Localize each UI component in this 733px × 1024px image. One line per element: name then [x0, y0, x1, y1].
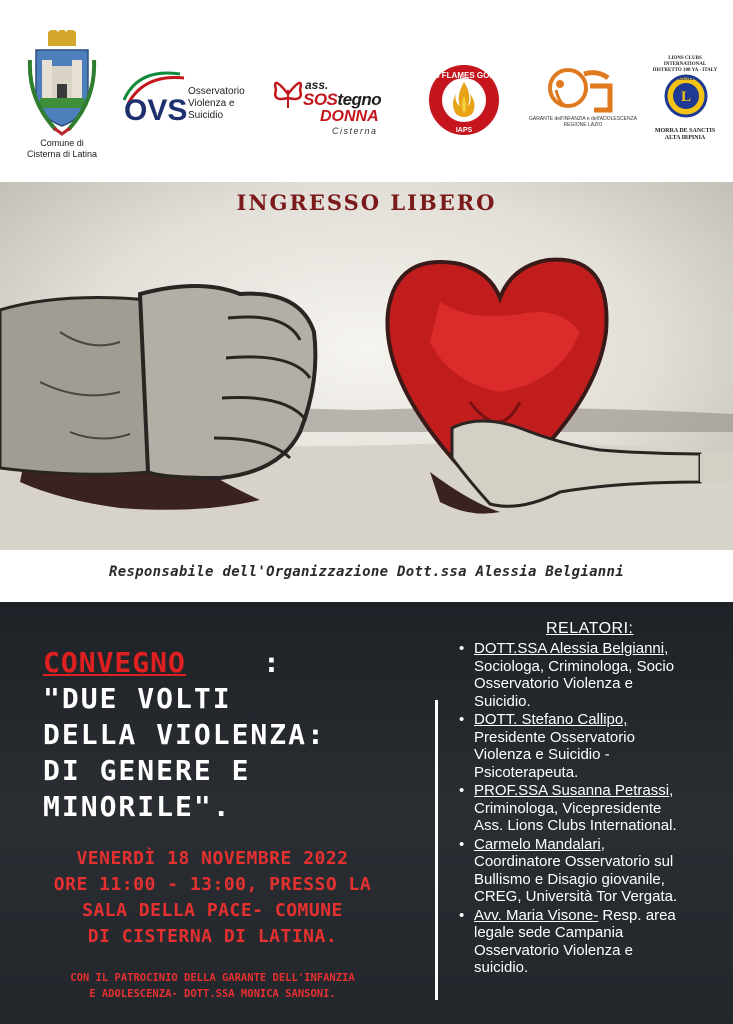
event-panel: [0, 602, 733, 1024]
speaker-desc-line: Psicoterapeuta.: [474, 763, 579, 781]
speaker-item: [456, 782, 731, 835]
svg-text:GS FLAMES GOLD: GS FLAMES GOLD: [428, 71, 500, 80]
speaker-item: [456, 836, 731, 906]
event-label: CONVEGNO: [43, 646, 186, 679]
speaker-name: Carmelo Mandalari: [474, 835, 601, 853]
svg-text:IAPS: IAPS: [455, 127, 473, 134]
lions-header: LIONS CLUBS INTERNATIONAL DISTRETTO 108 YA - ITALY: [652, 56, 718, 73]
speakers-heading: RELATORI:: [546, 620, 634, 637]
bullet-icon: •: [459, 782, 465, 799]
speaker-name: PROF.SSA Susanna Petrassi: [474, 782, 670, 799]
speaker-name-suffix: ,: [600, 835, 605, 853]
event-date-line-3: SALA DELLA PACE- COMUNE: [82, 900, 343, 921]
event-title-line-2: DELLA VIOLENZA:: [43, 718, 326, 751]
bullet-icon: •: [459, 640, 465, 657]
patronage-line-2: E ADOLESCENZA- DOTT.SSA MONICA SANSONI.: [89, 988, 336, 1000]
speaker-name: Avv. Maria Visone-: [474, 906, 599, 924]
speaker-name: DOTT. Stefano Callipo,: [474, 711, 628, 728]
svg-text:OVS: OVS: [124, 94, 188, 124]
sostegno-place: Cisterna: [332, 126, 378, 136]
butterfly-icon: [270, 72, 306, 114]
event-label-colon: :: [263, 646, 280, 679]
speaker-name-suffix: Resp. area: [598, 906, 676, 924]
speaker-desc-line: CREG, Università Tor Vergata.: [474, 888, 678, 905]
ovs-logo: [118, 62, 190, 124]
event-date-line-2: ORE 11:00 - 13:00, PRESSO LA: [53, 874, 372, 895]
speakers-list: [456, 640, 731, 978]
speaker-item: [456, 907, 731, 977]
speaker-desc-line: suicidio.: [474, 959, 529, 976]
comune-name: Comune di Cisterna di Latina: [26, 138, 98, 159]
event-date-line-4: DI CISTERNA DI LATINA.: [87, 926, 338, 947]
patronage-line-1: CON IL PATROCINIO DELLA GARANTE DELL'INFANZIA: [70, 972, 355, 984]
flames-gold-logo: [426, 62, 502, 138]
speaker-desc-line: Suicidio.: [474, 692, 531, 710]
hero-headline: INGRESSO LIBERO: [236, 190, 497, 215]
bullet-icon: •: [459, 906, 465, 924]
svg-text:L: L: [680, 89, 692, 105]
event-title-line-3: DI GENERE E: [43, 754, 251, 787]
svg-text:LIONS: LIONS: [678, 76, 694, 82]
event-date-line-1: VENERDÌ 18 NOVEMBRE 2022: [76, 848, 349, 869]
comune-crest-logo: [26, 30, 98, 138]
speaker-desc-line: Osservatorio Violenza e: [474, 941, 633, 959]
vertical-divider: [435, 700, 438, 1000]
bullet-icon: •: [459, 711, 465, 728]
organizer-banner: [0, 550, 733, 602]
event-title-line-1: "DUE VOLTI: [43, 682, 232, 715]
speaker-desc-line: Bullismo e Disagio giovanile,: [474, 870, 665, 888]
speaker-desc-line: legale sede Campania: [474, 924, 624, 941]
speaker-name-suffix: ,: [669, 782, 674, 799]
bullet-icon: •: [459, 835, 465, 853]
speaker-desc-line: Violenza e Suicidio -: [474, 746, 610, 763]
speaker-desc-line: Presidente Osservatorio: [474, 728, 635, 746]
speaker-desc-line: Ass. Lions Clubs International.: [474, 817, 677, 834]
fist-icon: [0, 286, 315, 478]
speaker-name: DOTT.SSA Alessia Belgianni,: [474, 640, 669, 657]
speaker-item: [456, 640, 731, 710]
speaker-desc-line: Criminologa, Vicepresidente: [474, 799, 662, 817]
hero-illustration: [0, 182, 733, 550]
speaker-desc-line: Sociologa, Criminologa, Socio: [474, 657, 675, 675]
event-title-line-4: MINORILE".: [43, 790, 232, 823]
sostegno-ass: ass.: [305, 78, 329, 92]
lions-club-name: MORRA DE SANCTIS ALTA IRPINIA: [654, 128, 716, 141]
organizer-text: Responsabile dell'Organizzazione Dott.ssa Alessia Belgianni: [109, 564, 624, 580]
fist-and-heart-illustration: [0, 182, 733, 550]
ovs-label: Osservatorio Violenza e Suicidio: [188, 86, 245, 121]
speaker-desc-line: Coordinatore Osservatorio sul: [474, 853, 674, 870]
garante-logo: [538, 66, 630, 116]
speaker-item: [456, 711, 731, 781]
sostegno-name: SOStegno: [303, 90, 382, 109]
sostegno-donna: DONNA: [320, 108, 379, 125]
speaker-desc-line: Osservatorio Violenza e: [474, 675, 633, 692]
lions-emblem: [664, 70, 708, 126]
garante-label: GARANTE dell'INFANZIA e dell'ADOLESCENZA REGIONE LAZIO: [528, 116, 638, 128]
logo-bar: [0, 0, 733, 182]
